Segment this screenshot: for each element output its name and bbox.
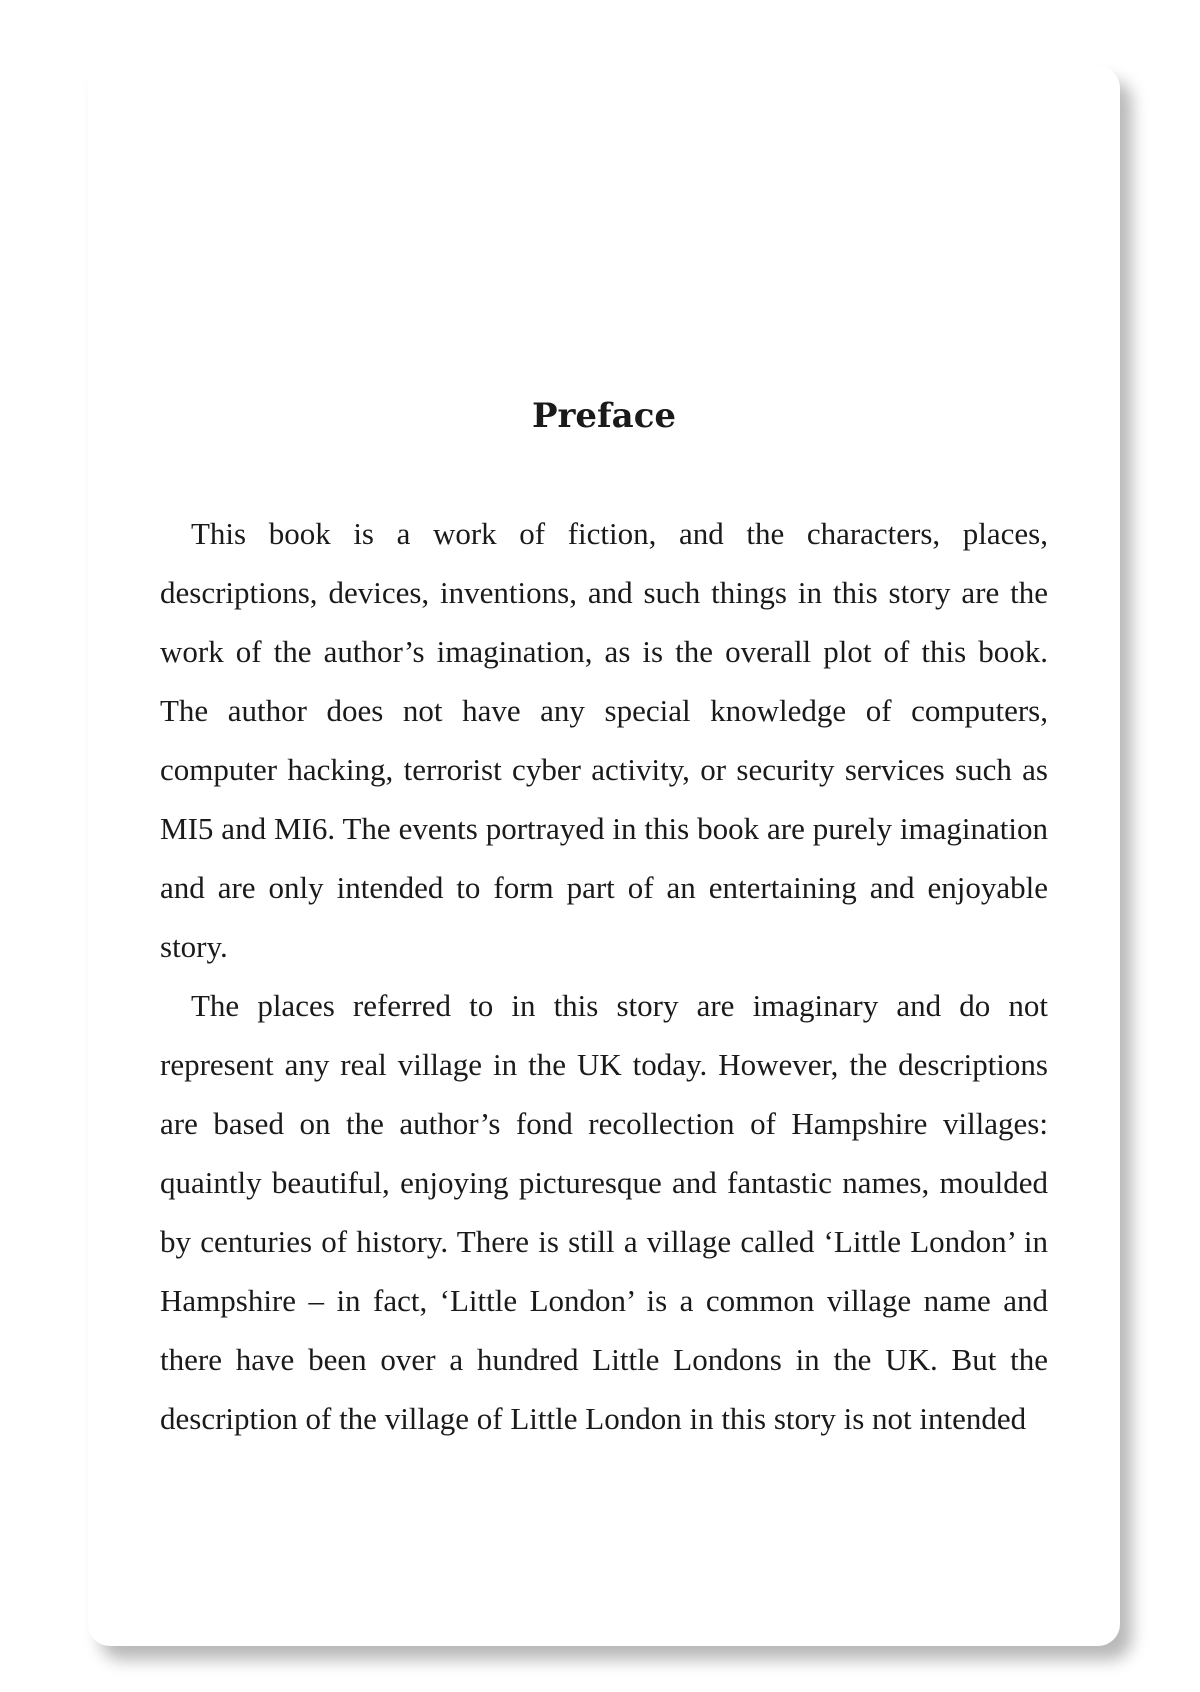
paragraph-2: The places referred to in this story are imaginary and do not represent any real village in the UK today. However, the descriptions are based on the author’s fond recollection of Hampshire villages: quaintly beautiful, enjoying picturesque and fantastic names, moulded by centuries of history. There is still a village called ‘Little London’ in Hampshire – in fact, ‘Little London’ is a common village name and there have been over a hundred Little Londons in the UK. But the description of the village of Little London in this story is not intended xyxy=(160,988,1048,1436)
preface-body xyxy=(160,504,1048,1448)
book-page xyxy=(88,66,1120,1646)
paragraph-1: This book is a work of fiction, and the characters, places, descriptions, devices, inventions, and such things in this story are the work of the author’s imagination, as is the overall plot of this book. The author does not have any special knowledge of computers, computer hacking, terrorist cyber activity, or security services such as MI5 and MI6. The events portrayed in this book are purely imagination and are only intended to form part of an entertaining and enjoyable story. xyxy=(160,516,1048,964)
page-title: Preface xyxy=(531,396,677,436)
